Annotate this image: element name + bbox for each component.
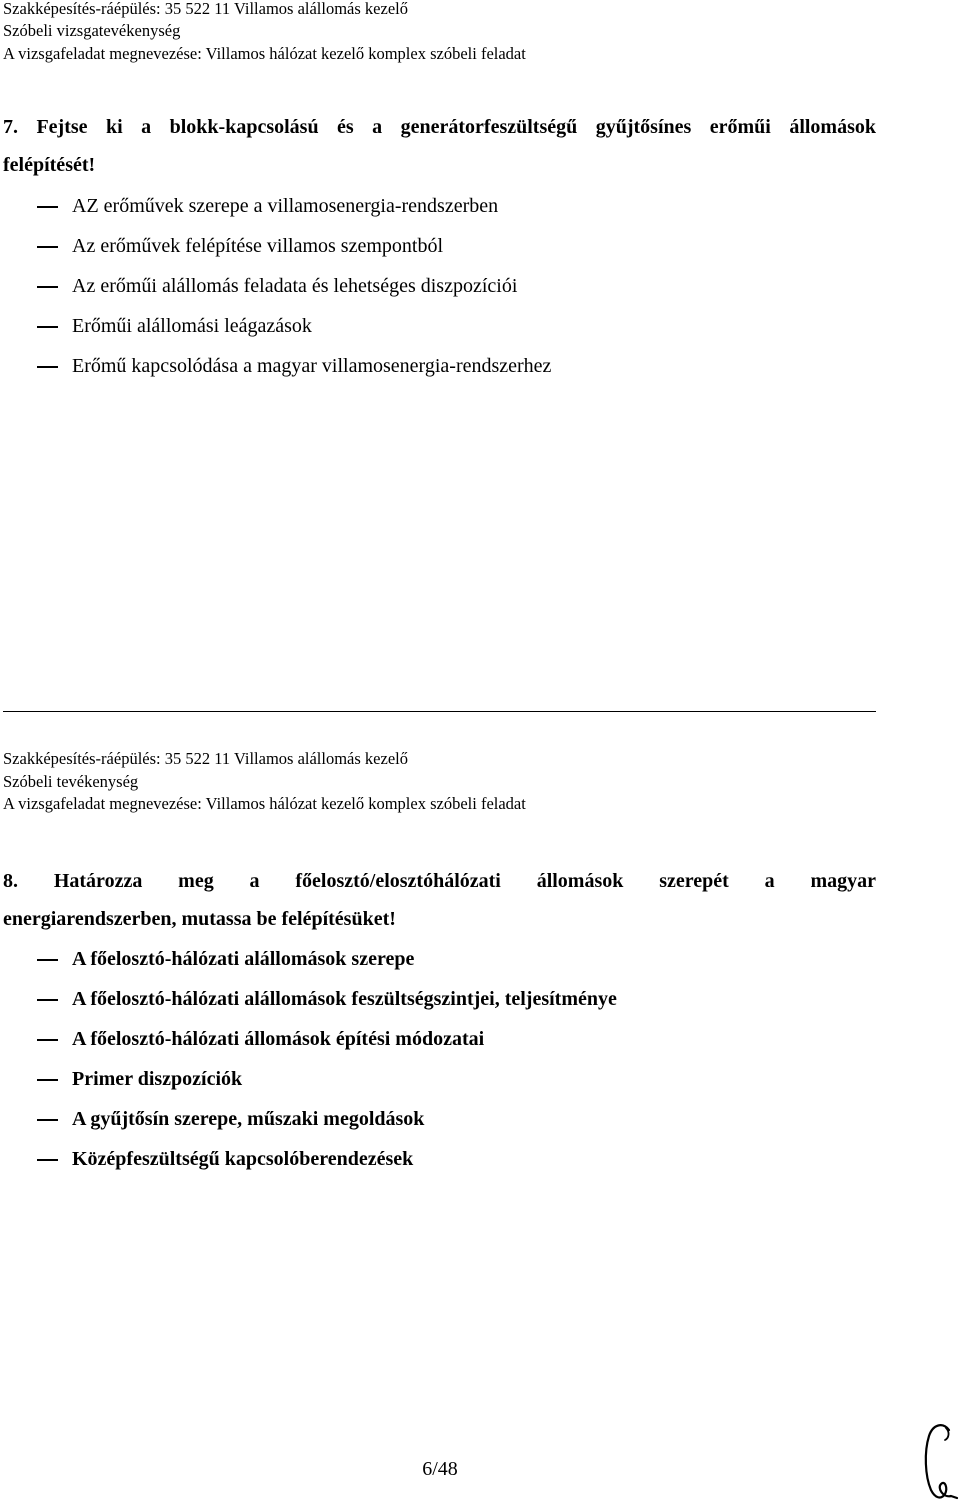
list-item-text: Erőműi alállomási leágazások [72, 315, 312, 337]
dash-bullet [37, 1119, 58, 1121]
question-8-line1: 8. Határozza meg a főelosztó/elosztóhálózati állomások szerepét a magyar [3, 870, 876, 892]
question-7-line1: 7. Fejtse ki a blokk-kapcsolású és a generátorfeszültségű gyűjtősínes erőműi állomások [3, 116, 876, 138]
list-item-text: Primer diszpozíciók [72, 1068, 243, 1090]
list-item-text: A főelosztó-hálózati alállomások feszültségszintjei, teljesítménye [72, 988, 617, 1010]
list-item [0, 1099, 617, 1139]
list-item [0, 186, 551, 226]
header-task-name: A vizsgafeladat megnevezése: Villamos hálózat kezelő komplex szóbeli feladat [3, 794, 526, 813]
question-8 [3, 862, 876, 938]
question-7-line2: felépítését! [3, 154, 96, 176]
list-item [0, 266, 551, 306]
list-item-text: Középfeszültségű kapcsolóberendezések [72, 1148, 414, 1170]
list-item-text: Az erőműi alállomás feladata és lehetséges diszpozíciói [72, 275, 518, 297]
dash-bullet [37, 326, 58, 328]
list-item [0, 939, 617, 979]
list-item [0, 346, 551, 386]
list-item [0, 1019, 617, 1059]
question-7 [3, 108, 876, 184]
dash-bullet [37, 206, 58, 208]
list-item [0, 306, 551, 346]
dash-bullet [37, 1079, 58, 1081]
list-item-text: A főelosztó-hálózati állomások építési módozatai [72, 1028, 485, 1050]
dash-bullet [37, 1039, 58, 1041]
dash-bullet [37, 959, 58, 961]
dash-bullet [37, 1159, 58, 1161]
question-8-line2: energiarendszerben, mutassa be felépítésüket! [3, 908, 396, 930]
list-item [0, 226, 551, 266]
list-item [0, 979, 617, 1019]
page-divider [3, 711, 876, 712]
header-activity: Szóbeli vizsgatevékenység [3, 21, 181, 40]
page-number: 6/48 [422, 1458, 458, 1480]
dash-bullet [37, 286, 58, 288]
list-item [0, 1139, 617, 1179]
dash-bullet [37, 999, 58, 1001]
list-item-text: Erőmű kapcsolódása a magyar villamosenergia-rendszerhez [72, 355, 552, 377]
question-7-topics [0, 186, 551, 386]
list-item [0, 1059, 617, 1099]
header-qualification: Szakképesítés-ráépülés: 35 522 11 Villamos alállomás kezelő [3, 0, 408, 18]
list-item-text: A gyűjtősín szerepe, műszaki megoldások [72, 1108, 425, 1130]
list-item-text: A főelosztó-hálózati alállomások szerepe [72, 948, 415, 970]
list-item-text: AZ erőművek szerepe a villamosenergia-rendszerben [72, 195, 499, 217]
dash-bullet [37, 246, 58, 248]
header-task-name: A vizsgafeladat megnevezése: Villamos hálózat kezelő komplex szóbeli feladat [3, 44, 526, 63]
handwritten-signature [915, 1418, 960, 1503]
question-8-topics [0, 939, 617, 1179]
dash-bullet [37, 366, 58, 368]
header-activity: Szóbeli tevékenység [3, 772, 139, 791]
list-item-text: Az erőművek felépítése villamos szempontból [72, 235, 444, 257]
header-qualification: Szakképesítés-ráépülés: 35 522 11 Villamos alállomás kezelő [3, 749, 408, 768]
